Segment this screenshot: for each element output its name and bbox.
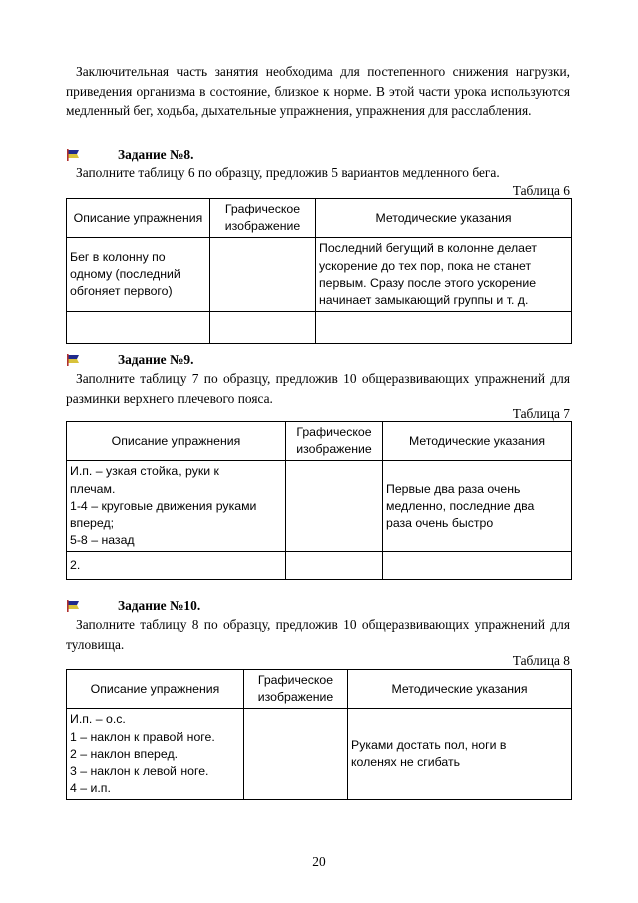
cell-graphic[interactable] — [210, 312, 316, 344]
table-row — [67, 238, 572, 312]
task9-period: . — [190, 352, 194, 367]
task8-period: . — [190, 147, 194, 162]
table-6 — [66, 198, 572, 344]
table6-caption: Таблица 6 — [512, 183, 570, 198]
cell-description: Бег в колонну по одному (последний обгоняет первого) — [67, 238, 210, 312]
table-8 — [66, 669, 572, 800]
task10-title: Задание №10 — [118, 598, 197, 613]
table-7 — [66, 421, 572, 580]
page-number: 20 — [312, 854, 326, 869]
table-header-row — [67, 199, 572, 238]
table-row — [67, 461, 572, 552]
task10-instruction: Заполните таблицу 8 по образцу, предложив 10 общеразвивающих упражнений для туловища. — [66, 617, 570, 652]
task9-title: Задание №9 — [118, 352, 191, 367]
header-method: Методические указания — [316, 199, 572, 238]
cell-description: И.п. – узкая стойка, руки к плечам. 1-4 – круговые движения руками вперед; 5-8 – назад — [67, 461, 286, 552]
cell-method: Руками достать пол, ноги в коленях не сгибать — [348, 709, 572, 800]
header-method: Методические указания — [348, 670, 572, 709]
table-header-row — [67, 670, 572, 709]
cell-graphic[interactable] — [286, 552, 383, 580]
bullet-flag-icon — [66, 148, 81, 162]
cell-graphic[interactable] — [210, 238, 316, 312]
table-row — [67, 312, 572, 344]
header-description: Описание упражнения — [67, 422, 286, 461]
task8-instruction: Заполните таблицу 6 по образцу, предложив 5 вариантов медленного бега. — [76, 165, 500, 180]
table-header-row — [67, 422, 572, 461]
task8-title: Задание №8 — [118, 147, 191, 162]
cell-description[interactable] — [67, 312, 210, 344]
header-graphic: Графическое изображение — [210, 199, 316, 238]
cell-description: И.п. – о.с. 1 – наклон к правой ноге. 2 – наклон вперед. 3 – наклон к левой ноге. 4 – и.п. — [67, 709, 244, 800]
table-row — [67, 552, 572, 580]
table8-caption: Таблица 8 — [512, 653, 570, 668]
cell-method[interactable] — [316, 312, 572, 344]
task10-period: . — [196, 598, 201, 613]
table-row — [67, 709, 572, 800]
table7-caption: Таблица 7 — [512, 406, 570, 421]
cell-graphic[interactable] — [244, 709, 348, 800]
intro-paragraph: Заключительная часть занятия необходима для постепенного снижения нагрузки, приведения организма в состояние, близкое к норме. В этой части урока используются медленный бег, ходьба, дыхательные упражнения, упражнения для расслабления. — [66, 64, 570, 119]
header-method: Методические указания — [383, 422, 572, 461]
cell-method[interactable] — [383, 552, 572, 580]
header-graphic: Графическое изображение — [286, 422, 383, 461]
cell-method: Последний бегущий в колонне делает ускорение до тех пор, пока не станет первым. Сразу после этого ускорение начинает замыкающий группы и т. д. — [316, 238, 572, 312]
cell-description[interactable]: 2. — [67, 552, 286, 580]
bullet-flag-icon — [66, 353, 81, 367]
cell-graphic[interactable] — [286, 461, 383, 552]
bullet-flag-icon — [66, 599, 81, 613]
task9-instruction: Заполните таблицу 7 по образцу, предложив 10 общеразвивающих упражнений для разминки верхнего плечевого пояса. — [66, 371, 570, 406]
header-description: Описание упражнения — [67, 670, 244, 709]
cell-method: Первые два раза очень медленно, последние два раза очень быстро — [383, 461, 572, 552]
header-graphic: Графическое изображение — [244, 670, 348, 709]
header-description: Описание упражнения — [67, 199, 210, 238]
